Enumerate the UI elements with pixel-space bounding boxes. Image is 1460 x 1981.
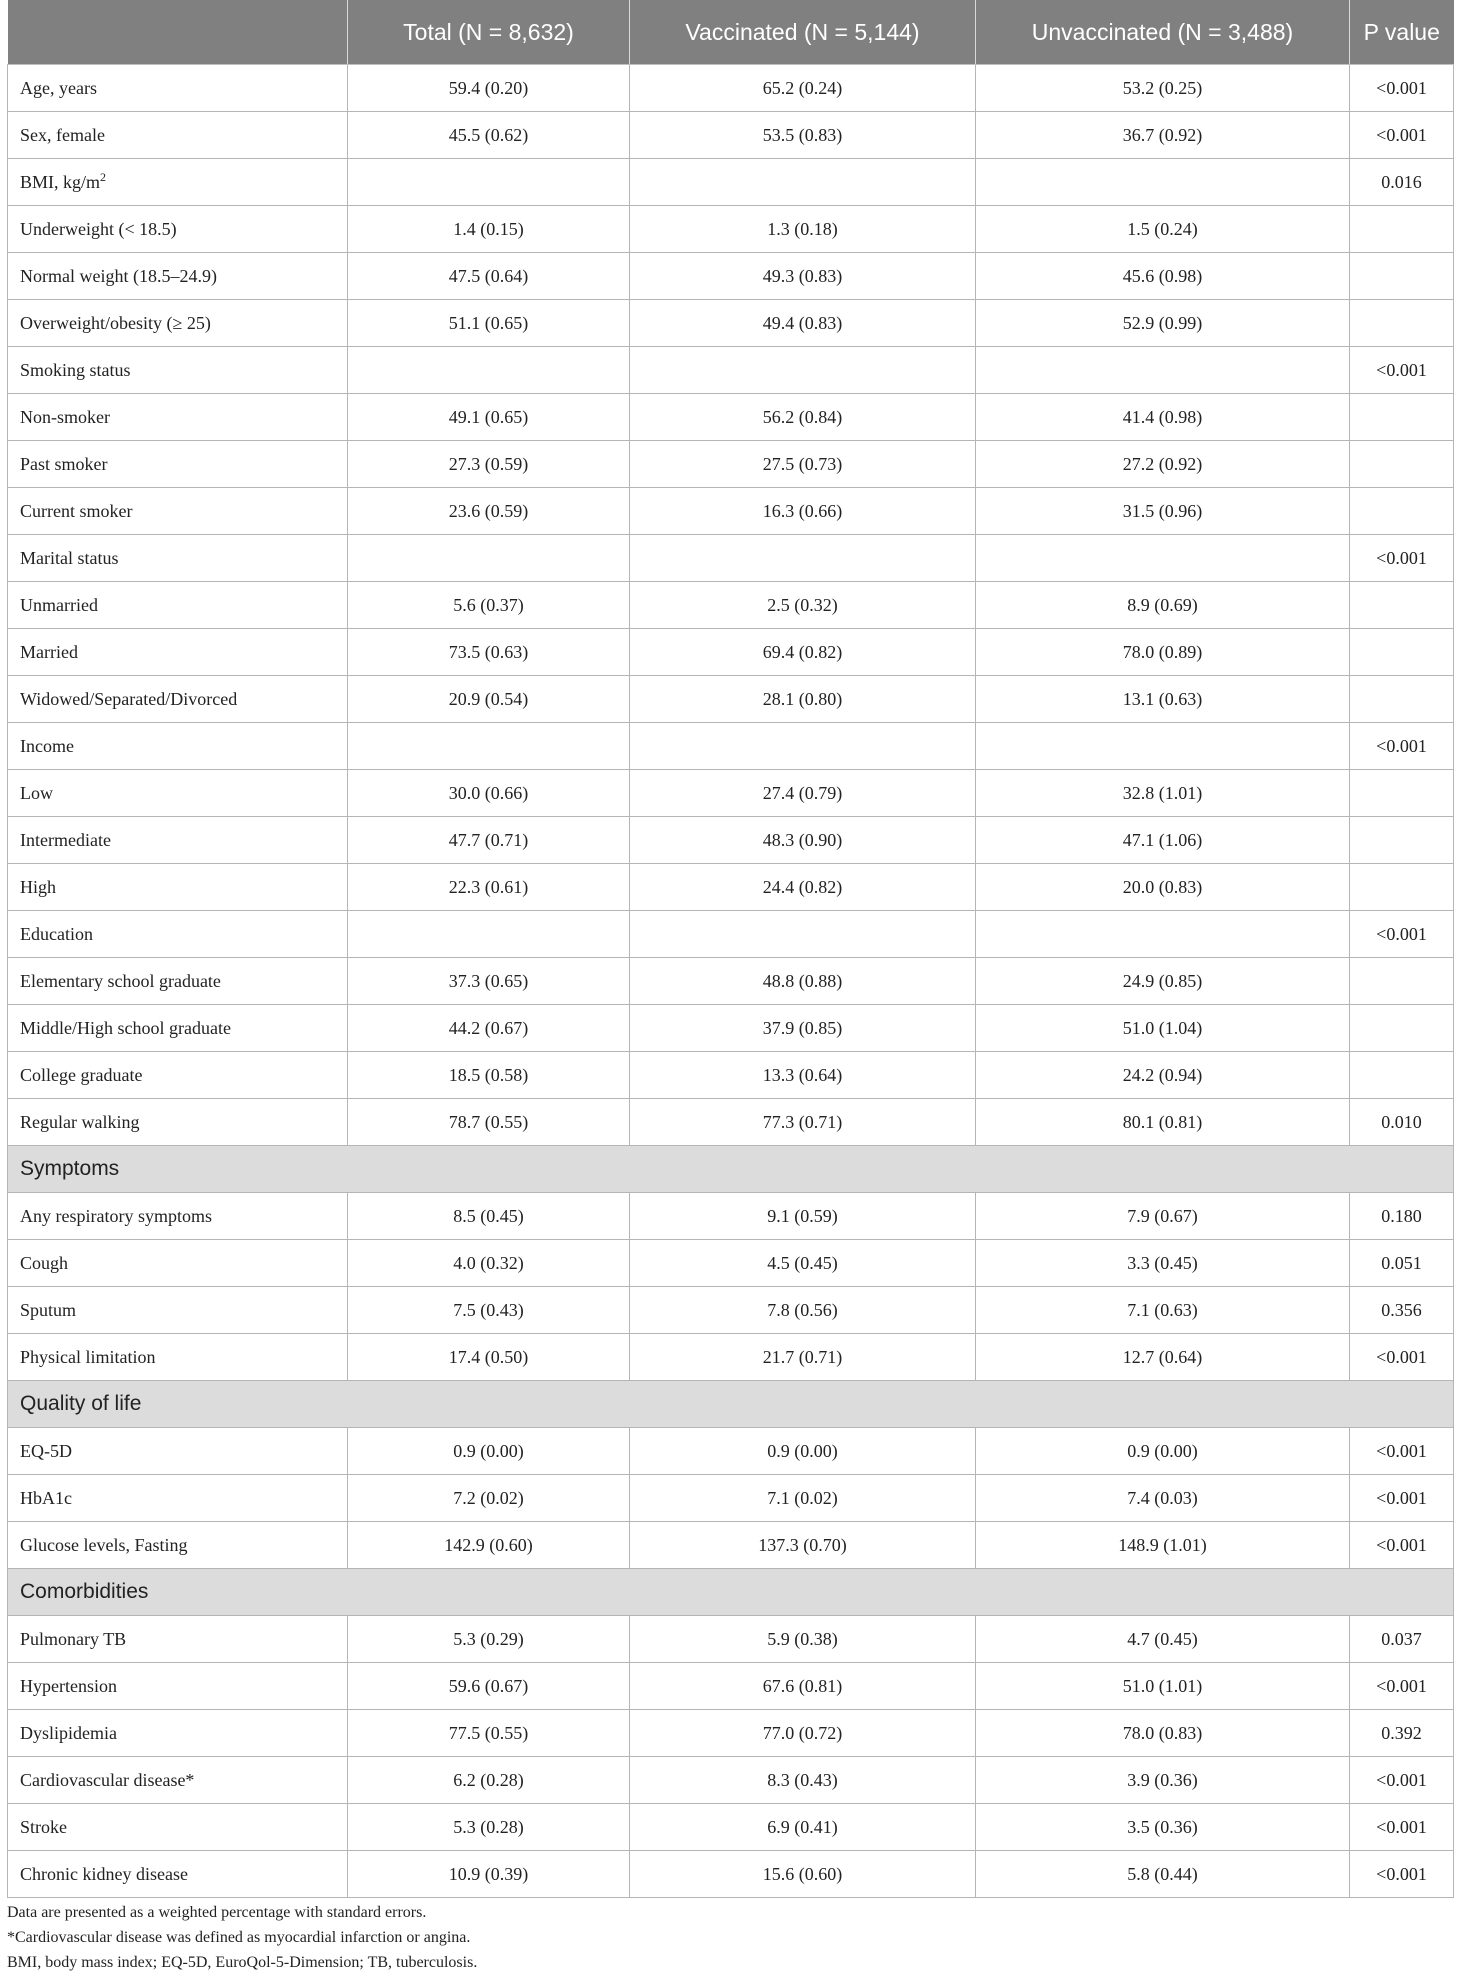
- cell-unvaccinated: 31.5 (0.96): [976, 488, 1350, 535]
- row-label-text: Dyslipidemia: [20, 1722, 117, 1743]
- cell-total: 5.6 (0.37): [348, 582, 630, 629]
- cell-unvaccinated: 51.0 (1.01): [976, 1663, 1350, 1710]
- table-row: [8, 253, 1454, 300]
- cell-vaccinated: [630, 347, 976, 394]
- cell-vaccinated: [630, 911, 976, 958]
- table-row: [8, 676, 1454, 723]
- cell-p-value: <0.001: [1350, 1804, 1454, 1851]
- table-body: [8, 65, 1454, 1898]
- row-label: [8, 1052, 348, 1099]
- cell-total: 59.6 (0.67): [348, 1663, 630, 1710]
- row-label-text: College graduate: [20, 1064, 143, 1085]
- row-label: [8, 253, 348, 300]
- row-label-text: Non-smoker: [20, 406, 110, 427]
- cell-vaccinated: 137.3 (0.70): [630, 1522, 976, 1569]
- cell-vaccinated: [630, 723, 976, 770]
- cell-total: 78.7 (0.55): [348, 1099, 630, 1146]
- cell-vaccinated: 24.4 (0.82): [630, 864, 976, 911]
- cell-unvaccinated: 24.9 (0.85): [976, 958, 1350, 1005]
- cell-total: 47.5 (0.64): [348, 253, 630, 300]
- row-label: [8, 441, 348, 488]
- table-row: [8, 1663, 1454, 1710]
- table-row: [8, 1005, 1454, 1052]
- row-label: [8, 629, 348, 676]
- header-total: Total (N = 8,632): [348, 0, 630, 65]
- section-title: Symptoms: [8, 1146, 1454, 1193]
- row-label-text: Underweight (< 18.5): [20, 218, 177, 239]
- row-label: [8, 347, 348, 394]
- row-label-text: Stroke: [20, 1816, 67, 1837]
- row-label: [8, 911, 348, 958]
- row-label: [8, 488, 348, 535]
- cell-unvaccinated: 41.4 (0.98): [976, 394, 1350, 441]
- table-footnotes: [7, 1900, 1453, 1975]
- row-label: [8, 1616, 348, 1663]
- row-label: [8, 1851, 348, 1898]
- row-label-text: Overweight/obesity (≥ 25): [20, 312, 211, 333]
- cell-total: 73.5 (0.63): [348, 629, 630, 676]
- superscript: 2: [100, 169, 107, 184]
- table-row: [8, 347, 1454, 394]
- cell-p-value: <0.001: [1350, 1663, 1454, 1710]
- cell-total: 23.6 (0.59): [348, 488, 630, 535]
- row-label: [8, 958, 348, 1005]
- row-label-text: Sputum: [20, 1299, 77, 1320]
- cell-p-value: <0.001: [1350, 1522, 1454, 1569]
- cell-total: 5.3 (0.29): [348, 1616, 630, 1663]
- cell-vaccinated: 1.3 (0.18): [630, 206, 976, 253]
- cell-vaccinated: 28.1 (0.80): [630, 676, 976, 723]
- row-label-text: Intermediate: [20, 829, 111, 850]
- cell-p-value: <0.001: [1350, 1428, 1454, 1475]
- cell-vaccinated: 4.5 (0.45): [630, 1240, 976, 1287]
- cell-total: 7.2 (0.02): [348, 1475, 630, 1522]
- row-label: [8, 300, 348, 347]
- cell-unvaccinated: [976, 535, 1350, 582]
- table-row: [8, 65, 1454, 112]
- cell-total: 22.3 (0.61): [348, 864, 630, 911]
- cell-p-value: [1350, 488, 1454, 535]
- cell-vaccinated: [630, 159, 976, 206]
- cell-total: 30.0 (0.66): [348, 770, 630, 817]
- cell-p-value: 0.016: [1350, 159, 1454, 206]
- cell-p-value: [1350, 582, 1454, 629]
- cell-total: 44.2 (0.67): [348, 1005, 630, 1052]
- cell-p-value: <0.001: [1350, 535, 1454, 582]
- cell-unvaccinated: 51.0 (1.04): [976, 1005, 1350, 1052]
- cell-vaccinated: 27.5 (0.73): [630, 441, 976, 488]
- cell-vaccinated: 49.3 (0.83): [630, 253, 976, 300]
- cell-vaccinated: 53.5 (0.83): [630, 112, 976, 159]
- row-label-text: Unmarried: [20, 594, 98, 615]
- table-row: [8, 441, 1454, 488]
- cell-unvaccinated: [976, 911, 1350, 958]
- row-label: [8, 535, 348, 582]
- row-label: [8, 770, 348, 817]
- cell-unvaccinated: 12.7 (0.64): [976, 1334, 1350, 1381]
- cell-unvaccinated: [976, 159, 1350, 206]
- cell-p-value: <0.001: [1350, 1475, 1454, 1522]
- section-title: Comorbidities: [8, 1569, 1454, 1616]
- table-row: [8, 1052, 1454, 1099]
- footnote: *Cardiovascular disease was defined as myocardial infarction or angina.: [7, 1929, 471, 1946]
- row-label-text: Marital status: [20, 547, 119, 568]
- row-label: [8, 206, 348, 253]
- cell-unvaccinated: 3.5 (0.36): [976, 1804, 1350, 1851]
- cell-total: 10.9 (0.39): [348, 1851, 630, 1898]
- cell-vaccinated: 77.3 (0.71): [630, 1099, 976, 1146]
- row-label-text: Age, years: [20, 77, 97, 98]
- table-row: [8, 1334, 1454, 1381]
- cell-p-value: [1350, 441, 1454, 488]
- row-label: [8, 1428, 348, 1475]
- cell-total: 142.9 (0.60): [348, 1522, 630, 1569]
- cell-total: [348, 535, 630, 582]
- cell-total: 37.3 (0.65): [348, 958, 630, 1005]
- row-label-text: Income: [20, 735, 74, 756]
- cell-vaccinated: 67.6 (0.81): [630, 1663, 976, 1710]
- cell-p-value: [1350, 770, 1454, 817]
- table-row: [8, 159, 1454, 206]
- cell-p-value: [1350, 394, 1454, 441]
- cell-unvaccinated: [976, 347, 1350, 394]
- row-label-text: Cardiovascular disease*: [20, 1769, 195, 1790]
- cell-unvaccinated: 1.5 (0.24): [976, 206, 1350, 253]
- cell-total: 49.1 (0.65): [348, 394, 630, 441]
- cell-unvaccinated: 13.1 (0.63): [976, 676, 1350, 723]
- table-row: [8, 864, 1454, 911]
- cell-vaccinated: 48.8 (0.88): [630, 958, 976, 1005]
- row-label: [8, 1287, 348, 1334]
- cell-total: [348, 159, 630, 206]
- row-label: [8, 1193, 348, 1240]
- cell-unvaccinated: 45.6 (0.98): [976, 253, 1350, 300]
- cell-p-value: [1350, 206, 1454, 253]
- cell-vaccinated: 2.5 (0.32): [630, 582, 976, 629]
- cell-total: 45.5 (0.62): [348, 112, 630, 159]
- table-row: [8, 1099, 1454, 1146]
- row-label: [8, 864, 348, 911]
- row-label-text: Cough: [20, 1252, 69, 1273]
- cell-p-value: 0.010: [1350, 1099, 1454, 1146]
- row-label: [8, 1099, 348, 1146]
- cell-p-value: [1350, 1052, 1454, 1099]
- row-label-text: Glucose levels, Fasting: [20, 1534, 188, 1555]
- cell-total: 18.5 (0.58): [348, 1052, 630, 1099]
- row-label: [8, 1804, 348, 1851]
- row-label: [8, 1757, 348, 1804]
- cell-p-value: 0.051: [1350, 1240, 1454, 1287]
- cell-vaccinated: 6.9 (0.41): [630, 1804, 976, 1851]
- table-row: [8, 817, 1454, 864]
- cell-p-value: <0.001: [1350, 65, 1454, 112]
- cell-p-value: [1350, 300, 1454, 347]
- cell-unvaccinated: 32.8 (1.01): [976, 770, 1350, 817]
- row-label: [8, 112, 348, 159]
- table-row: [8, 112, 1454, 159]
- row-label-text: Current smoker: [20, 500, 133, 521]
- cell-unvaccinated: 78.0 (0.89): [976, 629, 1350, 676]
- cell-vaccinated: 7.1 (0.02): [630, 1475, 976, 1522]
- table-row: [8, 535, 1454, 582]
- row-label: [8, 159, 348, 206]
- cell-total: 51.1 (0.65): [348, 300, 630, 347]
- cell-vaccinated: 7.8 (0.56): [630, 1287, 976, 1334]
- cell-p-value: 0.180: [1350, 1193, 1454, 1240]
- table-row: [8, 1428, 1454, 1475]
- cell-p-value: [1350, 864, 1454, 911]
- cell-vaccinated: [630, 535, 976, 582]
- row-label: [8, 1240, 348, 1287]
- row-label-text: EQ-5D: [20, 1440, 72, 1461]
- row-label: [8, 1522, 348, 1569]
- cell-vaccinated: 49.4 (0.83): [630, 300, 976, 347]
- row-label-text: Smoking status: [20, 359, 131, 380]
- row-label-text: Normal weight (18.5–24.9): [20, 265, 217, 286]
- section-header-row: [8, 1381, 1454, 1428]
- table-row: [8, 770, 1454, 817]
- table-row: [8, 629, 1454, 676]
- cell-p-value: <0.001: [1350, 1851, 1454, 1898]
- cell-vaccinated: 21.7 (0.71): [630, 1334, 976, 1381]
- cell-unvaccinated: 36.7 (0.92): [976, 112, 1350, 159]
- row-label-text: HbA1c: [20, 1487, 72, 1508]
- cell-p-value: [1350, 676, 1454, 723]
- cell-vaccinated: 77.0 (0.72): [630, 1710, 976, 1757]
- header-p-value: P value: [1350, 0, 1454, 65]
- row-label-text: Sex, female: [20, 124, 105, 145]
- row-label-text: Elementary school graduate: [20, 970, 221, 991]
- cell-p-value: <0.001: [1350, 911, 1454, 958]
- row-label: [8, 1334, 348, 1381]
- table-container: [7, 0, 1453, 1898]
- cell-unvaccinated: 52.9 (0.99): [976, 300, 1350, 347]
- cell-total: 1.4 (0.15): [348, 206, 630, 253]
- table-row: [8, 1616, 1454, 1663]
- cell-vaccinated: 0.9 (0.00): [630, 1428, 976, 1475]
- cell-unvaccinated: 4.7 (0.45): [976, 1616, 1350, 1663]
- cell-unvaccinated: 7.4 (0.03): [976, 1475, 1350, 1522]
- cell-vaccinated: 13.3 (0.64): [630, 1052, 976, 1099]
- section-header-row: [8, 1146, 1454, 1193]
- row-label: [8, 65, 348, 112]
- header-vaccinated: Vaccinated (N = 5,144): [630, 0, 976, 65]
- cell-total: 5.3 (0.28): [348, 1804, 630, 1851]
- cell-total: 17.4 (0.50): [348, 1334, 630, 1381]
- cell-vaccinated: 5.9 (0.38): [630, 1616, 976, 1663]
- cell-p-value: 0.037: [1350, 1616, 1454, 1663]
- table-row: [8, 1522, 1454, 1569]
- row-label-text: Low: [20, 782, 53, 803]
- row-label: [8, 394, 348, 441]
- cell-total: 7.5 (0.43): [348, 1287, 630, 1334]
- table-row: [8, 1193, 1454, 1240]
- cell-p-value: [1350, 817, 1454, 864]
- row-label: [8, 817, 348, 864]
- cell-unvaccinated: 80.1 (0.81): [976, 1099, 1350, 1146]
- table-row: [8, 723, 1454, 770]
- cell-unvaccinated: 27.2 (0.92): [976, 441, 1350, 488]
- row-label-text: Education: [20, 923, 93, 944]
- header-row: [8, 0, 1454, 65]
- table-row: [8, 1287, 1454, 1334]
- row-label-text: Regular walking: [20, 1111, 140, 1132]
- cell-p-value: [1350, 253, 1454, 300]
- row-label: [8, 1475, 348, 1522]
- cell-p-value: [1350, 958, 1454, 1005]
- row-label-text: High: [20, 876, 56, 897]
- cell-unvaccinated: 24.2 (0.94): [976, 1052, 1350, 1099]
- row-label-text: Pulmonary TB: [20, 1628, 127, 1649]
- row-label: [8, 1005, 348, 1052]
- table-header: [8, 0, 1454, 65]
- table-row: [8, 1240, 1454, 1287]
- cell-unvaccinated: 0.9 (0.00): [976, 1428, 1350, 1475]
- cell-total: 8.5 (0.45): [348, 1193, 630, 1240]
- table-row: [8, 582, 1454, 629]
- table-row: [8, 958, 1454, 1005]
- header-variable: [8, 0, 348, 65]
- characteristics-table: [7, 0, 1454, 1898]
- cell-total: 6.2 (0.28): [348, 1757, 630, 1804]
- cell-vaccinated: 69.4 (0.82): [630, 629, 976, 676]
- cell-p-value: <0.001: [1350, 723, 1454, 770]
- cell-p-value: 0.356: [1350, 1287, 1454, 1334]
- footnote: Data are presented as a weighted percentage with standard errors.: [7, 1904, 427, 1921]
- cell-unvaccinated: 7.9 (0.67): [976, 1193, 1350, 1240]
- row-label-text: Middle/High school graduate: [20, 1017, 231, 1038]
- cell-vaccinated: 48.3 (0.90): [630, 817, 976, 864]
- cell-total: 20.9 (0.54): [348, 676, 630, 723]
- cell-unvaccinated: 5.8 (0.44): [976, 1851, 1350, 1898]
- section-title: Quality of life: [8, 1381, 1454, 1428]
- cell-unvaccinated: 53.2 (0.25): [976, 65, 1350, 112]
- row-label-text: Widowed/Separated/Divorced: [20, 688, 238, 709]
- row-label-text: Married: [20, 641, 78, 662]
- cell-vaccinated: 9.1 (0.59): [630, 1193, 976, 1240]
- cell-vaccinated: 16.3 (0.66): [630, 488, 976, 535]
- cell-total: 0.9 (0.00): [348, 1428, 630, 1475]
- cell-vaccinated: 37.9 (0.85): [630, 1005, 976, 1052]
- row-label-text: Physical limitation: [20, 1346, 156, 1367]
- table-row: [8, 911, 1454, 958]
- table-row: [8, 1851, 1454, 1898]
- cell-unvaccinated: 8.9 (0.69): [976, 582, 1350, 629]
- table-row: [8, 1475, 1454, 1522]
- cell-total: 47.7 (0.71): [348, 817, 630, 864]
- row-label-text: Any respiratory symptoms: [20, 1205, 212, 1226]
- cell-total: 59.4 (0.20): [348, 65, 630, 112]
- cell-total: 27.3 (0.59): [348, 441, 630, 488]
- row-label: [8, 1663, 348, 1710]
- cell-p-value: <0.001: [1350, 1334, 1454, 1381]
- cell-unvaccinated: 3.3 (0.45): [976, 1240, 1350, 1287]
- row-label-text: Past smoker: [20, 453, 108, 474]
- table-row: [8, 1710, 1454, 1757]
- cell-unvaccinated: 20.0 (0.83): [976, 864, 1350, 911]
- section-header-row: [8, 1569, 1454, 1616]
- cell-unvaccinated: 47.1 (1.06): [976, 817, 1350, 864]
- cell-p-value: <0.001: [1350, 1757, 1454, 1804]
- row-label-text: Hypertension: [20, 1675, 117, 1696]
- cell-p-value: <0.001: [1350, 347, 1454, 394]
- cell-vaccinated: 27.4 (0.79): [630, 770, 976, 817]
- table-row: [8, 300, 1454, 347]
- cell-unvaccinated: 7.1 (0.63): [976, 1287, 1350, 1334]
- cell-vaccinated: 65.2 (0.24): [630, 65, 976, 112]
- cell-vaccinated: 56.2 (0.84): [630, 394, 976, 441]
- cell-total: [348, 911, 630, 958]
- cell-p-value: [1350, 629, 1454, 676]
- footnote: BMI, body mass index; EQ-5D, EuroQol-5-Dimension; TB, tuberculosis.: [7, 1954, 478, 1971]
- cell-vaccinated: 8.3 (0.43): [630, 1757, 976, 1804]
- cell-total: 4.0 (0.32): [348, 1240, 630, 1287]
- row-label-text: Chronic kidney disease: [20, 1863, 188, 1884]
- table-row: [8, 1804, 1454, 1851]
- row-label: [8, 582, 348, 629]
- header-unvaccinated: Unvaccinated (N = 3,488): [976, 0, 1350, 65]
- cell-total: [348, 347, 630, 394]
- row-label: [8, 676, 348, 723]
- row-label: [8, 1710, 348, 1757]
- cell-unvaccinated: 148.9 (1.01): [976, 1522, 1350, 1569]
- cell-total: [348, 723, 630, 770]
- table-row: [8, 488, 1454, 535]
- cell-p-value: <0.001: [1350, 112, 1454, 159]
- row-label: [8, 723, 348, 770]
- cell-unvaccinated: 3.9 (0.36): [976, 1757, 1350, 1804]
- cell-total: 77.5 (0.55): [348, 1710, 630, 1757]
- cell-unvaccinated: 78.0 (0.83): [976, 1710, 1350, 1757]
- table-row: [8, 206, 1454, 253]
- table-row: [8, 394, 1454, 441]
- cell-p-value: [1350, 1005, 1454, 1052]
- cell-p-value: 0.392: [1350, 1710, 1454, 1757]
- table-row: [8, 1757, 1454, 1804]
- cell-unvaccinated: [976, 723, 1350, 770]
- cell-vaccinated: 15.6 (0.60): [630, 1851, 976, 1898]
- row-label-text: BMI, kg/m: [20, 171, 101, 192]
